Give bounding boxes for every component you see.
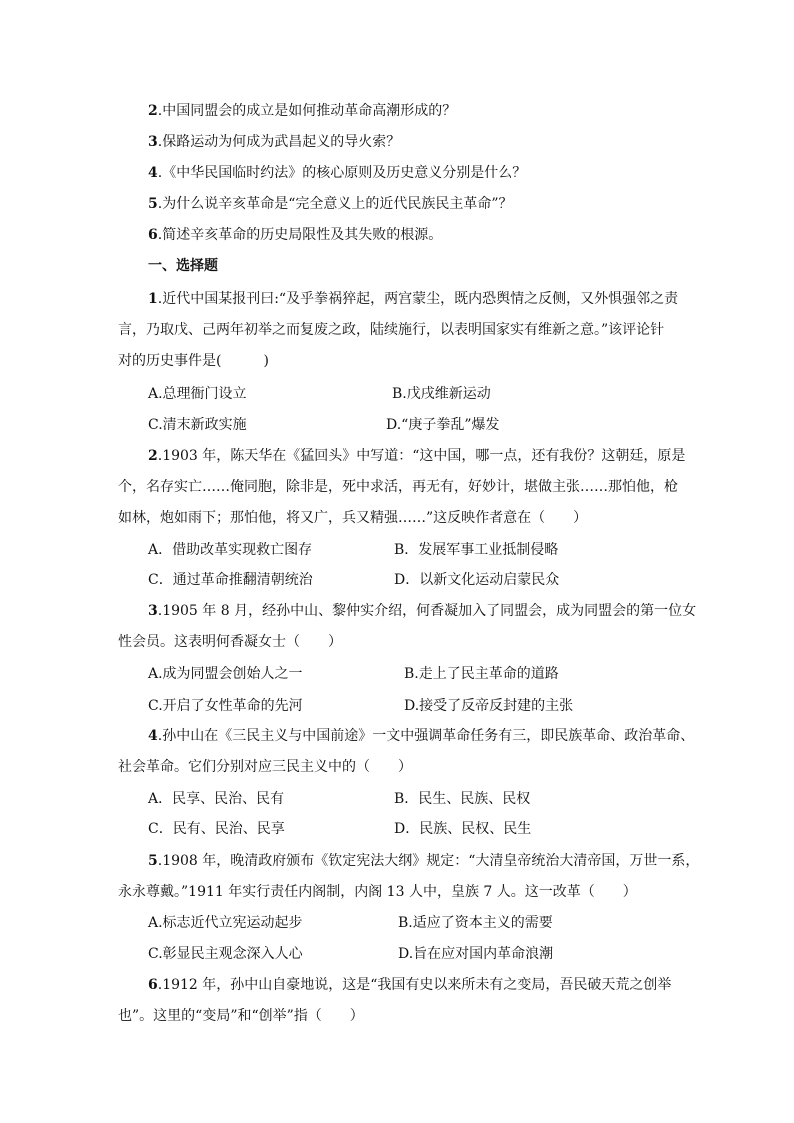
- question-3-line: 性会员。这表明何香凝女士（ ）: [118, 634, 342, 650]
- option-b: B．民生、民族、民权: [394, 791, 531, 807]
- question-2-line: 如林，炮如雨下；那怕他，将又广，兵又精强……”这反映作者意在（ ）: [118, 510, 588, 526]
- option-a: A.标志近代立宪运动起步: [148, 915, 303, 931]
- option-d: D.“庚子拳乱”爆发: [386, 417, 500, 433]
- option-a: A.成为同盟会创始人之一: [148, 666, 303, 682]
- option-b: B．发展军事工业抵制侵略: [394, 542, 559, 558]
- option-d: D.接受了反帝反封建的主张: [404, 698, 574, 714]
- option-b: B.适应了资本主义的需要: [398, 915, 553, 931]
- option-d: D.旨在应对国内革命浪潮: [398, 946, 554, 962]
- question-2: 2.1903 年，陈天华在《猛回头》中写道：“这中国，哪一点，还有我份？这朝廷，原是: [148, 448, 686, 464]
- option-d: D．以新文化运动启蒙民众: [394, 572, 560, 588]
- review-question: 5.为什么说辛亥革命是“完全意义上的近代民族民主革命”？: [148, 196, 513, 212]
- review-question: 4.《中华民国临时约法》的核心原则及历史意义分别是什么？: [148, 165, 527, 181]
- question-3: 3.1905 年 8 月，经孙中山、黎仲实介绍，何香凝加入了同盟会，成为同盟会的第一位女: [148, 603, 697, 619]
- option-a: A．借助改革实现救亡图存: [148, 542, 313, 558]
- option-a: A．民享、民治、民有: [148, 791, 285, 807]
- question-1-line: 对的历史事件是( ): [118, 353, 269, 369]
- question-6: 6.1912 年，孙中山自豪地说，这是“我国有史以来所未有之变局，吾民破天荒之创举: [148, 977, 672, 993]
- review-question: 2.中国同盟会的成立是如何推动革命高潮形成的？: [148, 103, 457, 119]
- question-1: 1.近代中国某报刊曰:“及乎拳祸猝起，两宫蒙尘，既内恐舆情之反侧，又外惧强邻之责: [148, 291, 679, 307]
- question-1-line: 言，乃取戊、己两年初举之而复废之政，陆续施行，以表明国家实有维新之意。”该评论针: [118, 322, 665, 338]
- option-c: C.开启了女性革命的先河: [148, 698, 303, 714]
- option-c: C.清末新政实施: [148, 417, 247, 433]
- option-b: B.戊戌维新运动: [392, 386, 491, 402]
- section-heading: 一、选择题: [148, 258, 218, 274]
- option-a: A.总理衙门设立: [148, 386, 247, 402]
- question-2-line: 个，名存实亡……俺同胞，除非是，死中求活，再无有，好妙计，堪做主张……那怕他，枪: [118, 479, 678, 495]
- review-question: 3.保路运动为何成为武昌起义的导火索？: [148, 134, 401, 150]
- review-question: 6.简述辛亥革命的历史局限性及其失败的根源。: [148, 227, 443, 243]
- option-c: C．民有、民治、民享: [148, 821, 285, 837]
- question-5: 5.1908 年，晚清政府颁布《钦定宪法大纲》规定：“大清皇帝统治大清帝国，万世一系，: [148, 853, 700, 869]
- option-d: D．民族、民权、民生: [394, 821, 532, 837]
- question-5-line: 永永尊戴。”1911 年实行责任内阁制，内阁 13 人中，皇族 7 人。这一改革（ ）: [118, 884, 637, 900]
- option-c: C.彰显民主观念深入人心: [148, 946, 303, 962]
- question-4-line: 社会革命。它们分别对应三民主义中的（ ）: [118, 759, 412, 775]
- option-b: B.走上了民主革命的道路: [404, 666, 559, 682]
- question-6-line: 也”。这里的“变局”和“创举”指（ ）: [118, 1008, 364, 1024]
- option-c: C．通过革命推翻清朝统治: [148, 572, 313, 588]
- question-4: 4.孙中山在《三民主义与中国前途》一文中强调革命任务有三，即民族革命、政治革命、: [148, 728, 695, 744]
